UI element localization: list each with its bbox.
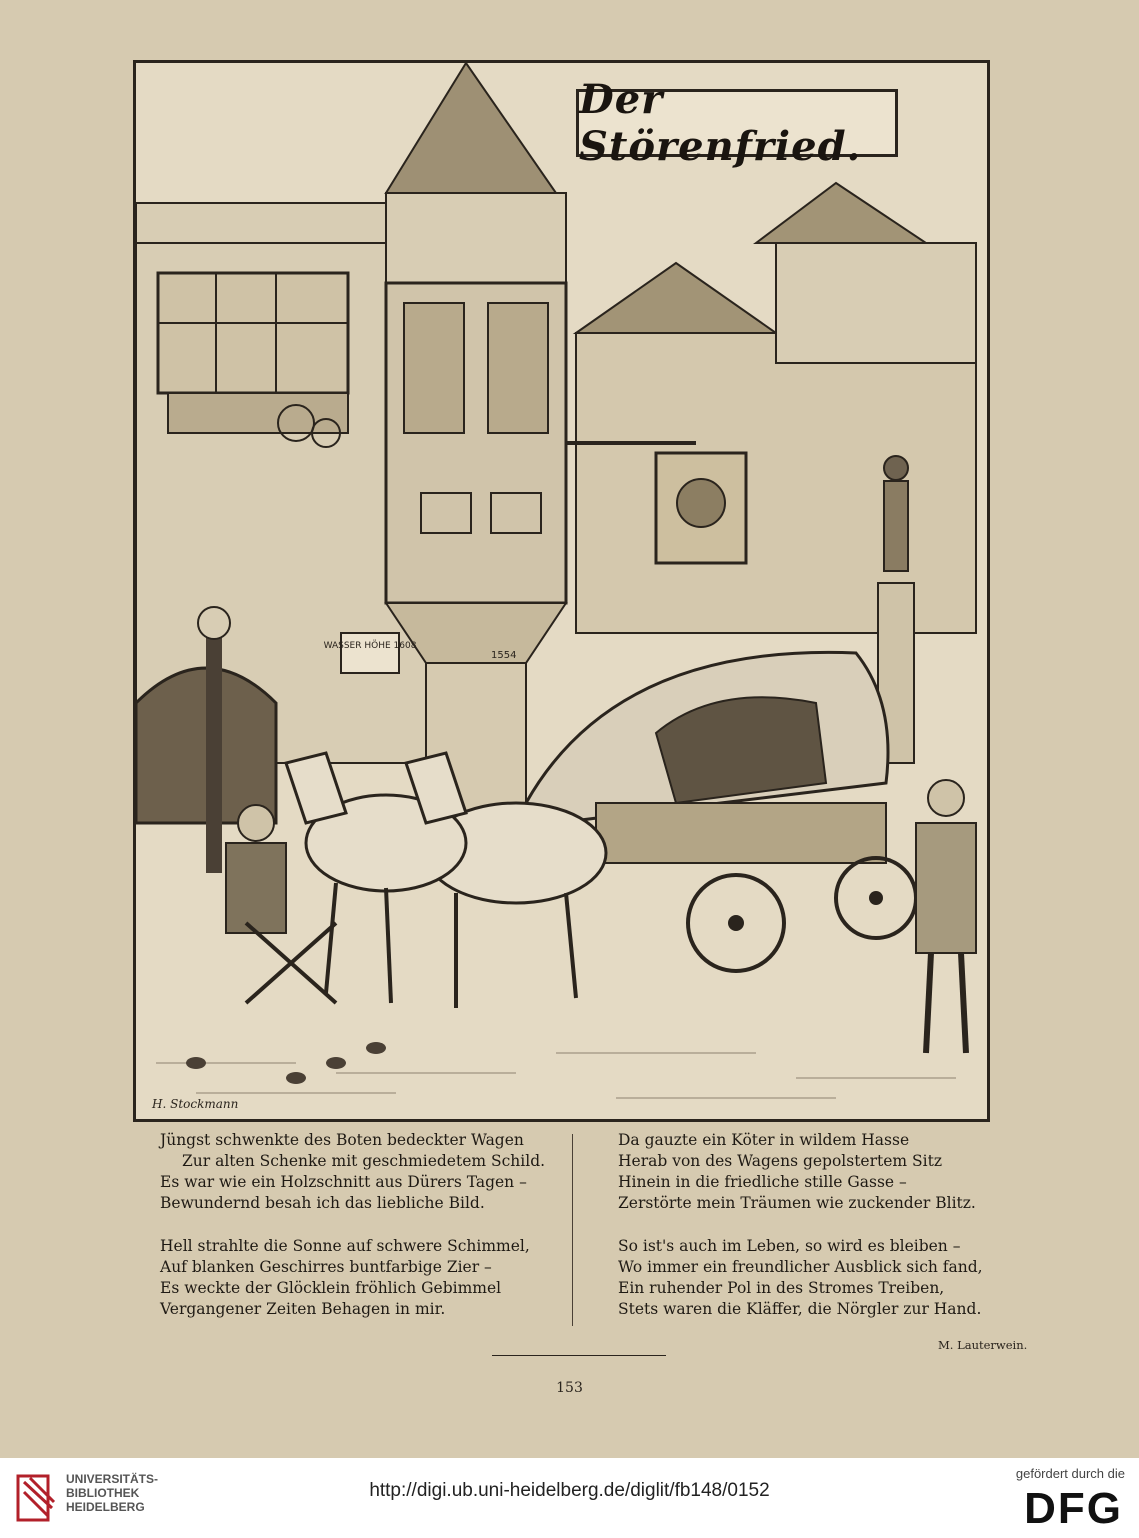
poem-stanza xyxy=(618,1130,983,1214)
institution-line: HEIDELBERG xyxy=(66,1500,145,1514)
footer-bar xyxy=(0,1458,1139,1538)
institution-line: BIBLIOTHEK xyxy=(66,1486,140,1500)
artist-signature: H. Stockmann xyxy=(152,1097,239,1111)
street-scene-drawing xyxy=(136,63,987,1119)
poem-author: M. Lauterwein. xyxy=(938,1338,1028,1352)
poem-line: Hell strahlte die Sonne auf schwere Schimmel, xyxy=(160,1237,530,1255)
poem-right-column xyxy=(618,1130,983,1342)
dfg-logo[interactable]: DFG xyxy=(1024,1484,1123,1533)
poem-line: Hinein in die friedliche stille Gasse – xyxy=(618,1173,907,1191)
institution-line: UNIVERSITÄTS- xyxy=(66,1472,159,1486)
page-number: 153 xyxy=(556,1380,583,1396)
illustration-title-sign: Der Störenfried. xyxy=(576,89,898,157)
separator-rule xyxy=(492,1355,666,1356)
poem-line: Wo immer ein freundlicher Ausblick sich fand, xyxy=(618,1258,983,1276)
poem-line: So ist's auch im Leben, so wird es bleiben – xyxy=(618,1237,961,1255)
illustration xyxy=(133,60,990,1122)
poem-stanza xyxy=(160,1130,545,1214)
poem-line: Es weckte der Glöcklein fröhlich Gebimmel xyxy=(160,1279,502,1297)
poem-line: Vergangener Zeiten Behagen in mir. xyxy=(160,1300,446,1318)
poem-line: Zur alten Schenke mit geschmiedetem Schild. xyxy=(182,1152,546,1170)
year-inscription: 1554 xyxy=(491,650,517,661)
poem-line: Zerstörte mein Träumen wie zuckender Blitz. xyxy=(618,1194,976,1212)
poem-line: Da gauzte ein Köter in wildem Hasse xyxy=(618,1131,910,1149)
poem-line: Ein ruhender Pol in des Stromes Treiben, xyxy=(618,1279,945,1297)
poem-line: Auf blanken Geschirres buntfarbige Zier – xyxy=(160,1258,492,1276)
poem-stanza xyxy=(160,1236,545,1320)
poem-stanza xyxy=(618,1236,983,1320)
poem-line: Es war wie ein Holzschnitt aus Dürers Tagen – xyxy=(160,1173,527,1191)
poem-line: Herab von des Wagens gepolstertem Sitz xyxy=(618,1152,943,1170)
poem-line: Bewundernd besah ich das liebliche Bild. xyxy=(160,1194,485,1212)
poem-line: Jüngst schwenkte des Boten bedeckter Wagen xyxy=(160,1131,524,1149)
column-divider xyxy=(572,1134,573,1326)
poem-left-column xyxy=(160,1130,545,1342)
water-level-inscription: WASSER HÖHE 1608 xyxy=(323,641,417,651)
funded-by-label: gefördert durch die xyxy=(1015,1466,1125,1481)
poem-line: Stets waren die Kläffer, die Nörgler zur Hand. xyxy=(618,1300,982,1318)
permalink-url[interactable]: http://digi.ub.uni-heidelberg.de/diglit/fb148/0152 xyxy=(369,1480,770,1501)
